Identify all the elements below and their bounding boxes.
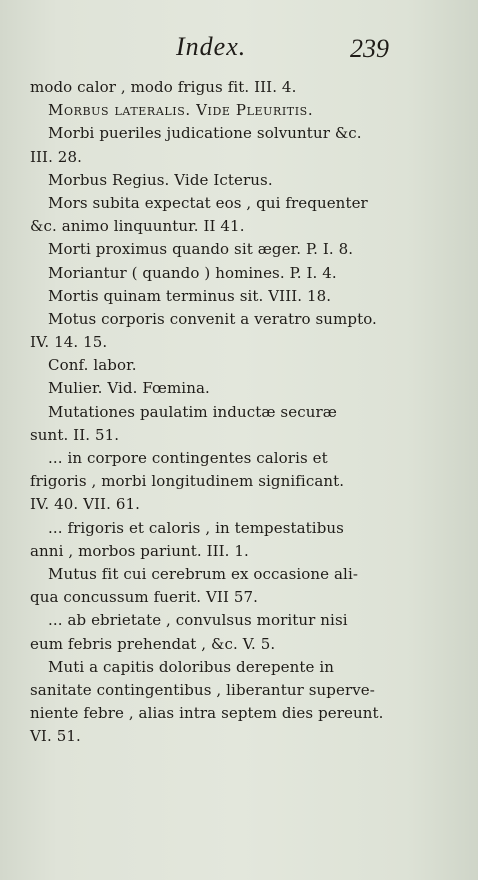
index-line: modo calor , modo frigus fit. III. 4. (30, 78, 297, 96)
page-number: 239 (350, 34, 389, 63)
index-line: Moriantur ( quando ) homines. P. I. 4. (48, 263, 337, 282)
index-line: eum febris prehendat , &c. V. 5. (30, 634, 276, 653)
page-header (0, 32, 478, 68)
index-line: Mutationes paulatim inductæ securæ (48, 402, 337, 421)
index-line: ... ab ebrietate , convulsus moritur nisi (48, 611, 348, 630)
index-line: niente febre , alias intra septem dies pereunt. (30, 704, 384, 723)
index-line: Mutus fit cui cerebrum ex occasione ali- (48, 564, 359, 583)
index-line: IV. 40. VII. 61. (30, 495, 140, 514)
index-line: ... in corpore contingentes caloris et (48, 449, 328, 467)
index-line: Motus corporis convenit a veratro sumpto. (48, 309, 377, 328)
index-line: sanitate contingentibus , liberantur superve- (30, 680, 375, 699)
index-line: Morbus Regius. Vide Icterus. (48, 170, 273, 189)
index-line: sunt. II. 51. (30, 425, 120, 444)
index-line: IV. 14. 15. (30, 333, 108, 352)
index-line: Conf. labor. (48, 356, 137, 375)
index-line: &c. animo linquuntur. II 41. (30, 217, 245, 236)
index-line: III. 28. (30, 147, 82, 166)
index-line: frigoris , morbi longitudinem significant. (30, 472, 345, 491)
index-line: anni , morbos pariunt. III. 1. (30, 541, 249, 560)
index-line: ... frigoris et caloris , in tempestatibus (48, 518, 344, 537)
index-entries (30, 76, 450, 748)
index-line: Mortis quinam terminus sit. VIII. 18. (48, 286, 332, 305)
index-line: VI. 51. (30, 727, 81, 746)
index-line: Morbi pueriles judicatione solvuntur &c. (48, 124, 362, 143)
index-line: Mors subita expectat eos , qui frequenter (48, 193, 368, 212)
index-line: Muti a capitis doloribus derepente in (48, 657, 335, 676)
index-line: Morbus lateralis. Vide Pleuritis. (48, 101, 314, 120)
index-line: Morti proximus quando sit æger. P. I. 8. (48, 240, 354, 259)
running-title: Index. (176, 32, 247, 61)
index-line: qua concussum fuerit. VII 57. (30, 588, 259, 607)
index-line: Mulier. Vid. Fœmina. (48, 379, 210, 398)
